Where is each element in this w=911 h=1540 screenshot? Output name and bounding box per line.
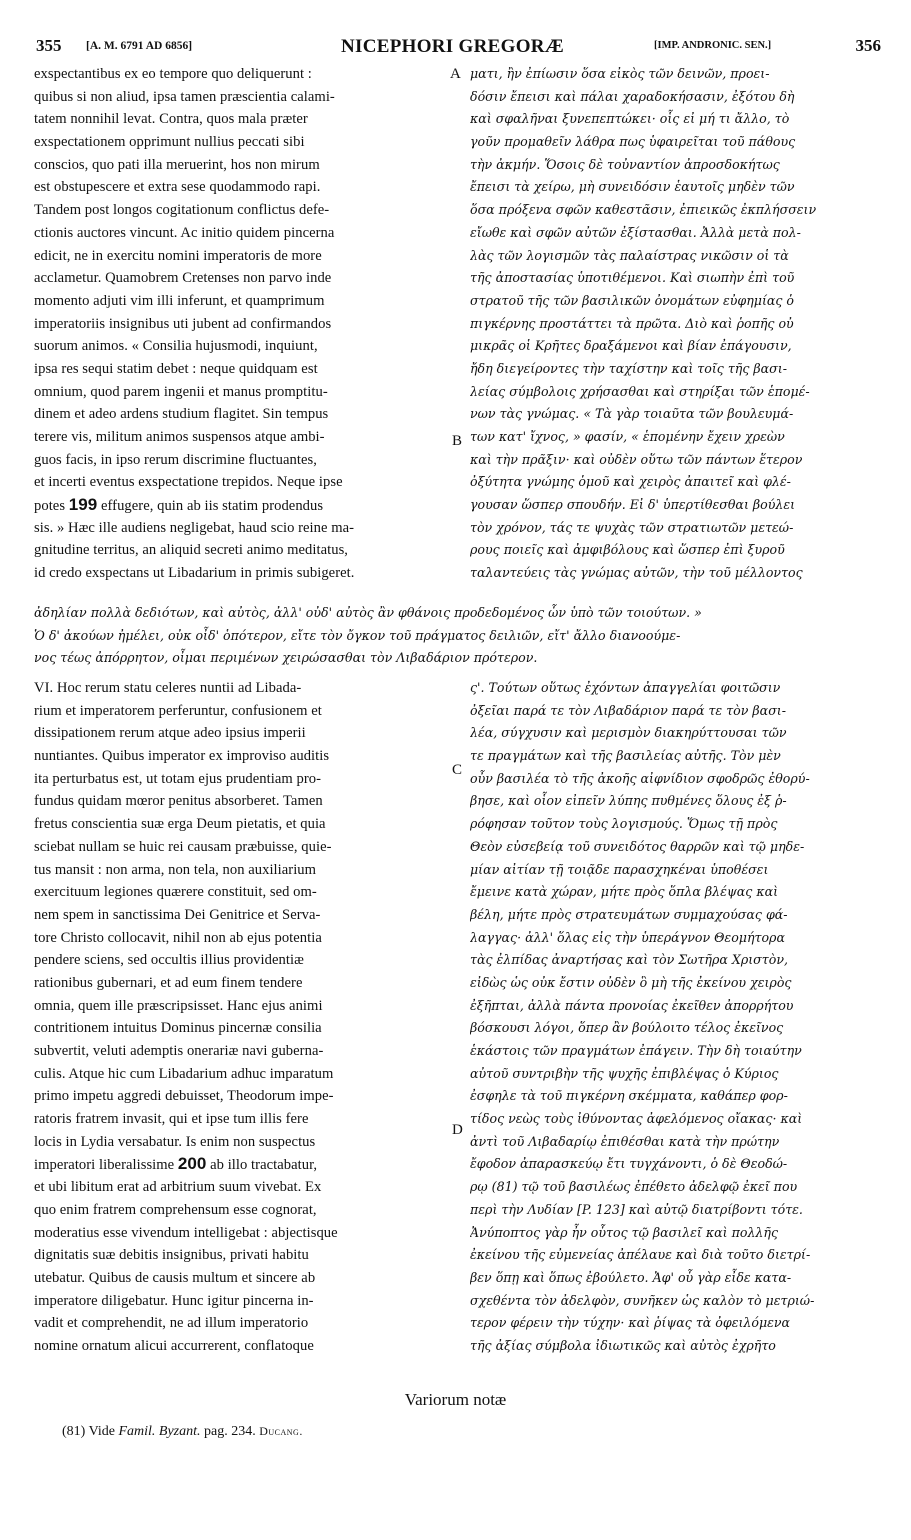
text-line: βέλη, μήτε πρὸς στρατευμάτων συμμαχούσας φά-: [470, 906, 788, 922]
text-line: ρῳ (81) τῷ τοῦ βασιλέως ἐπέθετο ἀδελφῷ ἐκεῖ που: [470, 1179, 798, 1195]
text-line: Ὁ δ' ἀκούων ἠμέλει, οὐκ οἶδ' ὁπότερον, εἴτε τὸν ὄγκον τοῦ πράγματος δειλιῶν, εἴτ' ἄλλο διανοούμε-: [34, 627, 681, 643]
text-line: λὰς τῶν λογισμῶν τὰς παλαίστρας νικῶσιν οἱ τὰ: [470, 247, 789, 263]
text-line: λείας σύμβολοις χρήσασθαι καὶ στηρίξαι τῶν ἑπομέ-: [470, 383, 810, 399]
text-line: rium et imperatorem perferuntur, confusionem et: [34, 702, 322, 719]
text-line: λέα, σύγχυσιν καὶ μερισμὸν διακηρύττουσαι τῶν: [470, 725, 787, 741]
text-line: Tandem post longos cogitationum conflictus defe-: [34, 202, 330, 219]
text-line: nomine ornatum alicui accurrerent, conflatoque: [34, 1337, 314, 1354]
margin-letter-b: B: [452, 433, 463, 449]
text-line: ὀξύτητα γνώμης ὁμοῦ καὶ χειρὸς ἀπαιτεῖ καὶ φλέ-: [470, 474, 791, 490]
text-line: exercituum legiones quærere constituit, sed om-: [34, 884, 317, 901]
text-line: nuntiantes. Quibus imperator ex improviso auditis: [34, 748, 330, 765]
latin-column-top: [34, 63, 446, 585]
text-line: Θεὸν εὐσεβείᾳ τοῦ συνειδότος θαρρῶν καὶ τῷ μηδε-: [470, 838, 805, 854]
latin-column-bottom: [34, 677, 446, 1358]
text-line: τίδος νεὼς τοὺς ἰθύνοντας ἀφελόμενος οἴακας· καὶ: [470, 1111, 803, 1127]
text-line: id credo exspectans ut Libadarium in primis subigeret.: [34, 565, 355, 582]
text-line: ita perturbatus est, ut totam ejus prudentiam pro-: [34, 770, 322, 787]
text-line: σχεθέντα τὸν ἀδελφὸν, συνῆκεν ὡς καλὸν τὸ μετριώ-: [470, 1292, 815, 1308]
text-line: culis. Atque hic cum Libadarium adhuc imparatum: [34, 1065, 334, 1082]
text-line: primo impetu aggredi debuisset, Theodorum impe-: [34, 1088, 334, 1105]
text-line: ctionis auctores vincunt. Ac initio quidem pincerna: [34, 224, 335, 241]
text-line: guos facis, in ipso rerum discrimine fluctuantes,: [34, 451, 317, 468]
text-line: τερον φέρειν τὴν τύχην· καὶ ῥίψας τὰ ὀφειλόμενα: [470, 1315, 791, 1331]
text-line: dinem et adeo ardens studium flagitet. Sin tempus: [34, 406, 329, 423]
text-line: exspectationem opprimunt nullius peccati sibi: [34, 134, 305, 151]
text-line: tatem nonnihil levat. Contra, quos mala præter: [34, 111, 308, 128]
footnote-work: Famil. Byzant.: [118, 1424, 201, 1439]
text-line: gnitudine territus, an aliquid secreti animo meditatus,: [34, 542, 349, 559]
text-line: των κατ' ἴχνος, » φασίν, « ἑπομένην ἔχειν χρεὼν: [470, 429, 785, 444]
text-line: contritionem intuitus Dominus pincernæ consilia: [34, 1020, 322, 1037]
text-line: πιγκέρνης προστάττει τὰ πρῶτα. Διὸ καὶ ῥοπῆς οὐ: [470, 315, 794, 331]
text-line: dignitatis suæ debitis insignibus, privati habitu: [34, 1247, 309, 1264]
text-line: ρόφησαν τοῦτον τοὺς λογισμούς. Ὅμως τῇ πρὸς: [470, 816, 778, 832]
text-line: omnium, quod parem ingenii et manus promptitu-: [34, 383, 328, 400]
greek-full-width-lines: [34, 602, 880, 670]
text-line: tus mansit : non arma, non tela, non auxiliarium: [34, 861, 317, 878]
text-line: moderatius esse vivendum intelligebat : abjectisque: [34, 1224, 338, 1241]
text-line: ματι, ἢν ἐπίωσιν ὅσα εἰκὸς τῶν δεινῶν, προει-: [470, 66, 770, 81]
text-line: τῆς ἀποστασίας ὑποτιθέμενοι. Καὶ σιωπὴν ἐπὶ τοῦ: [470, 270, 795, 286]
left-date-bracket: [A. M. 6791 AD 6856]: [86, 40, 193, 52]
text-line: περὶ τὴν Λυδίαν [P. 123] καὶ αὐτῷ διατρίβοντι τότε.: [470, 1201, 803, 1217]
right-reign-bracket: [IMP. ANDRONIC. SEN.]: [654, 40, 772, 51]
text-line: τὰς ἐλπίδας ἀναρτήσας καὶ τὸν Σωτῆρα Χριστὸν,: [470, 952, 788, 968]
text-line: vadit et comprehendit, ne ad illum imperatorio: [34, 1315, 309, 1332]
page-marker: 199: [68, 495, 98, 515]
text-line: est obstupescere et extra sese quodammodo rapi.: [34, 179, 321, 196]
text-line: pendere sciens, sed occultis illius providentiæ: [34, 952, 304, 969]
text-line: potes 199 effugere, quin ab iis statim prodendus: [34, 495, 324, 515]
text-line: στρατοῦ τῆς τῶν βασιλικῶν ὀνομάτων εὐφημίας ὁ: [470, 292, 795, 308]
text-line: imperatoriis insignibus uti jubent ad confirmandos: [34, 315, 332, 332]
text-line: ἐξῆπται, ἀλλὰ πάντα προνοίας ἐκεῖθεν ἀπορρήτου: [470, 997, 794, 1013]
text-line: fretus conscientia suæ erga Deum pietatis, et quia: [34, 816, 326, 833]
text-line: μίαν αἰτίαν τῇ τοιᾷδε παρασχηκέναι ὑποθέσει: [470, 861, 769, 877]
text-line: fundus quidam mœror penitus absorberet. Tamen: [34, 793, 323, 810]
text-line: tore Christo collocavit, nihil non ab ejus potentia: [34, 929, 322, 946]
text-line: ἀδηλίαν πολλὰ δεδιότων, καὶ αὐτὸς, ἀλλ' οὐδ' αὐτὸς ἂν φθάνοις προδεδομένος ὧν ὑπὸ τῶν τοιούτων. »: [34, 605, 702, 620]
text-line: τῆς ἀξίας σύμβολα ἰδιωτικῶς καὶ αὐτὸς ἐχρῆτο: [470, 1337, 776, 1353]
text-line: momento adjuti vim illi inferunt, et quamprimum: [34, 292, 325, 309]
text-line: rationibus gubernari, et ad eum finem tendere: [34, 974, 303, 991]
text-line: βεν ὅπῃ καὶ ὅπως ἐβούλετο. Ἀφ' οὗ γὰρ εἶδε κατα-: [470, 1269, 792, 1285]
text-line: sciebat nullam se huic rei causam præbuisse, quie-: [34, 838, 332, 855]
text-line: νος τέως ἀπόρρητον, οἶμαι περιμένων χειρώσασθαι τὸν Λιβαδάριον πρότερον.: [34, 650, 538, 666]
text-line: ἔπεισι τὰ χείρω, μὴ συνειδόσιν ἑαυτοῖς μηδὲν τῶν: [470, 179, 795, 195]
footnote-author: Ducang.: [259, 1424, 303, 1438]
text-line: γοῦν προμαθεῖν λάθρα πως ὑφαιρεῖται τοῦ πάθους: [470, 134, 796, 150]
text-line: ὅσα πρόξενα σφῶν καθεστᾶσιν, ἐπιεικῶς ἐκπλήσσειν: [470, 202, 817, 218]
text-line: ἐκείνου τῆς εὐμενείας ἀπέλαυε καὶ διὰ τοῦτο διετρί-: [470, 1247, 811, 1263]
text-line: ἑκάστοις τῶν πραγμάτων ἐπάγειν. Τὴν δὴ τοιαύτην: [470, 1043, 802, 1058]
text-line: edicit, ne in exercitu nomini imperatoris de more: [34, 247, 322, 264]
text-line: suorum animos. « Consilia hujusmodi, inquiunt,: [34, 338, 318, 355]
text-line: λαγγας· ἀλλ' ὅλας εἰς τὴν ὑπεράγνον Θεομήτορα: [470, 929, 785, 945]
text-line: μικρᾶς οἱ Κρῆτες δραξάμενοι καὶ βίαν ἐπάγουσιν,: [470, 338, 792, 354]
text-line: omnia, quem ille præscripsisset. Hanc ejus animi: [34, 997, 323, 1014]
running-title: NICEPHORI GREGORÆ: [341, 36, 565, 57]
page-marker: 200: [177, 1154, 207, 1174]
text-line: βόσκουσι λόγοι, ὅπερ ἂν βούλοιτο τέλος ἐκεῖνος: [470, 1020, 784, 1036]
text-line: ipsa res sequi statim debet : neque quidquam est: [34, 360, 318, 377]
text-line: et incerti eventus exspectatione trepidos. Neque ipse: [34, 474, 343, 491]
text-line: ἀντὶ τοῦ Λιβαδαρίῳ ἐπιθέσθαι κατὰ τὴν πρώτην: [470, 1133, 780, 1149]
text-line: dissipationem rerum atque adeo ipsius imperii: [34, 725, 306, 742]
footnote-page: pag. 234.: [200, 1424, 260, 1439]
margin-letter-d: D: [452, 1122, 463, 1138]
text-line: terere vis, militum animos suspensos atque ambi-: [34, 429, 325, 445]
variorum-notes-title: Variorum notæ: [404, 1390, 507, 1409]
text-line: ἐσφηλε τὰ τοῦ πιγκέρνη σκέμματα, καθάπερ φορ-: [470, 1088, 788, 1104]
greek-column-top: [470, 63, 880, 585]
margin-letter-a: A: [450, 66, 461, 82]
footnote-ref: (81) Vide: [62, 1424, 119, 1439]
text-line: exspectantibus ex eo tempore quo deliquerunt :: [34, 66, 312, 82]
text-line: subvertit, veluti ademptis onerariæ navi guberna-: [34, 1043, 324, 1059]
text-line: quo enim fratrem comprehensum esse cognorat,: [34, 1201, 317, 1218]
text-line: ἔφοδον ἀπαρασκεύῳ ἔτι τυγχάνοντι, ὁ δὲ Θεοδώ-: [470, 1156, 788, 1172]
left-page-number: 355: [36, 36, 62, 55]
text-line: VI. Hoc rerum statu celeres nuntii ad Libada-: [34, 680, 302, 696]
footnote: [62, 1424, 303, 1440]
text-line: εἰδὼς ὡς οὐκ ἔστιν οὐδὲν ὃ μὴ τῆς ἐκείνου χειρὸς: [470, 974, 792, 990]
text-line: nem spem in sanctissima Dei Genitrice et Serva-: [34, 906, 321, 923]
text-line: ἤδη διεγείροντες τὴν ταχίστην καὶ τοῖς τῆς βασι-: [470, 360, 787, 376]
text-line: quibus si non aliud, ipsa tamen præscientia calami-: [34, 88, 335, 105]
text-line: ἔμεινε κατὰ χώραν, μήτε πρὸς ὅπλα βλέψας καὶ: [470, 884, 779, 900]
text-line: αὐτοῦ συντριβὴν τῆς ψυχῆς ἐπιβλέψας ὁ Κύριος: [470, 1065, 779, 1081]
text-line: ρους ποιεῖς καὶ ἀμφιβόλους καὶ ὥσπερ ἐπὶ ξυροῦ: [470, 542, 785, 558]
text-line: οὖν βασιλέα τὸ τῆς ἀκοῆς αἰφνίδιον σφοδρῶς ἐθορύ-: [470, 770, 810, 786]
text-line: sis. » Hæc ille audiens negligebat, haud scio reine ma-: [34, 519, 355, 536]
greek-column-bottom: [470, 677, 880, 1358]
page-header: [36, 36, 881, 60]
text-line: imperatore diligebatur. Hunc igitur pincerna in-: [34, 1292, 314, 1309]
text-line: et ubi libitum erat ad arbitrium suum vivebat. Ex: [34, 1179, 322, 1196]
text-line: τὸν χρόνον, τάς τε ψυχὰς τῶν στρατιωτῶν μετεώ-: [470, 519, 794, 535]
text-line: καὶ σφαλῆναι ξυνεπεπτώκει· οἷς εἰ μή τι ἄλλο, τὸ: [470, 111, 790, 127]
text-line: δόσιν ἔπεισι καὶ πάλαι χαραδοκήσασιν, ἐξότου δὴ: [470, 88, 795, 104]
text-line: βησε, καὶ οἷον εἰπεῖν λύπης πυθμένες ὅλους ἐξ ῥ-: [470, 793, 787, 809]
text-line: νων τὰς γνώμας. « Τὰ γὰρ τοιαῦτα τῶν βουλευμά-: [470, 406, 794, 422]
text-line: γουσαν ὥσπερ σπουδήν. Εἰ δ' ὑπερτίθεσθαι βούλει: [470, 497, 796, 513]
text-line: τὴν ἀκμήν. Ὅσοις δὲ τοὐναντίον ἀπροσδοκήτως: [470, 156, 780, 172]
text-line: imperatori liberalissime 200 ab illo tractabatur,: [34, 1154, 318, 1174]
text-line: εἴωθε καὶ σφῶν αὐτῶν ἐξίστασθαι. Ἀλλὰ μετὰ πολ-: [470, 224, 801, 240]
text-line: utebatur. Quibus de causis multum et sincere ab: [34, 1269, 316, 1286]
text-line: τε πραγμάτων καὶ τῆς βασιλείας αὐτῆς. Τὸν μὲν: [470, 748, 781, 764]
text-line: ς'. Τούτων οὕτως ἐχόντων ἀπαγγελίαι φοιτῶσιν: [470, 680, 781, 695]
text-line: acclametur. Quamobrem Cretenses non parvo inde: [34, 270, 332, 287]
text-line: ratoris fratrem invasit, qui et ipse tum illis fere: [34, 1111, 309, 1128]
text-line: καὶ τὴν πρᾶξιν· καὶ οὐδὲν οὕτω τῶν πάντων ἕτερον: [470, 451, 803, 467]
text-line: conscios, quo pati illa meruerint, hos non mirum: [34, 156, 320, 173]
right-page-number: 356: [855, 36, 881, 55]
text-line: locis in Lydia versabatur. Is enim non suspectus: [34, 1133, 316, 1150]
margin-letter-c: C: [452, 762, 463, 778]
text-line: ὀξεῖαι παρά τε τὸν Λιβαδάριον παρά τε τὸν βασι-: [470, 702, 786, 718]
text-line: ταλαντεύεις τὰς γνώμας αὐτῶν, τὴν τοῦ μέλλοντος: [470, 565, 803, 581]
text-line: Ἀνύποπτος γὰρ ἦν οὗτος τῷ βασιλεῖ καὶ πολλῆς: [470, 1224, 778, 1240]
